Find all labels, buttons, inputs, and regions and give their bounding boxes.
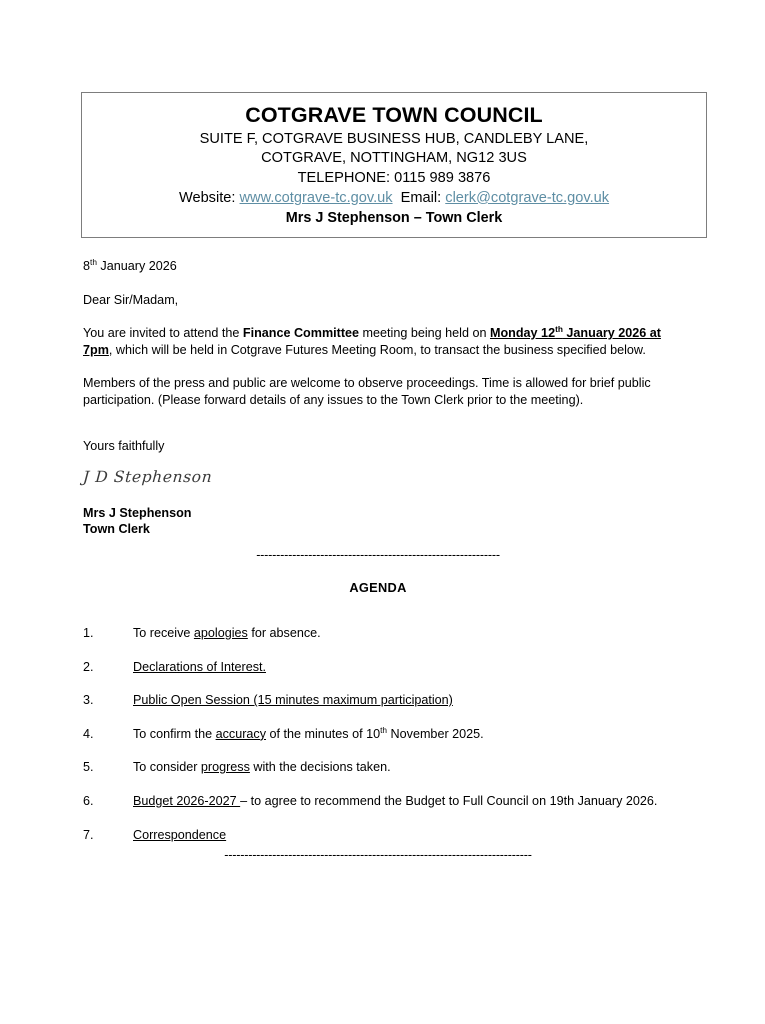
agenda-item-1 <box>83 625 673 642</box>
email-link[interactable]: clerk@cotgrave-tc.gov.uk <box>445 189 610 206</box>
agenda-text-post: with the decisions taken. <box>249 760 391 775</box>
agenda-item-text <box>133 659 673 676</box>
agenda-text-post: – to agree to recommend the Budget to Full Council on 19th January 2026. <box>240 794 658 809</box>
agenda-item-number: 2. <box>83 659 94 674</box>
agenda-item-number: 5. <box>83 760 94 775</box>
agenda-item-3 <box>83 692 673 709</box>
meeting-date-day: Monday 12 <box>489 326 556 341</box>
agenda-item-number: 4. <box>83 726 94 741</box>
agenda-text-underlined: apologies <box>193 626 248 640</box>
agenda-item-text <box>133 692 673 709</box>
agenda-item-text <box>133 726 673 743</box>
signer-role: Town Clerk <box>83 522 150 537</box>
meeting-date-ordinal: th <box>555 324 563 335</box>
handwritten-signature: J D Stephenson <box>82 468 213 487</box>
agenda-list <box>83 625 673 860</box>
agenda-text-underlined: Budget 2026-2027 <box>133 794 241 809</box>
address-line-2: COTGRAVE, NOTTINGHAM, NG12 3US <box>261 150 527 167</box>
closing-salutation: Yours faithfully <box>83 438 165 453</box>
letter-date-rest: January 2026 <box>96 259 177 273</box>
agenda-text-pre: To confirm the <box>133 726 216 741</box>
invite-text-3: , which will be held in Cotgrave Futures Meeting Room, to transact the business specified below. <box>108 342 646 357</box>
agenda-text-pre: To consider <box>133 760 201 775</box>
address-line-1: SUITE F, COTGRAVE BUSINESS HUB, CANDLEBY LANE, <box>199 131 589 148</box>
website-label: Website: <box>178 189 236 206</box>
agenda-item-text <box>133 625 673 642</box>
public-participation-paragraph: Members of the press and public are welcome to observe proceedings. Time is allowed for brief public participation. (Please forward details of any issues to the Town Clerk prior to the meeting). <box>83 376 651 408</box>
invite-text-2: meeting being held on <box>359 326 490 341</box>
agenda-text-underlined: Public Open Session (15 minutes maximum participation) <box>133 693 453 708</box>
council-title: COTGRAVE TOWN COUNCIL <box>245 103 543 127</box>
agenda-item-4 <box>83 726 673 743</box>
letter-date-day: 8 <box>83 259 91 273</box>
agenda-text-ordinal: th <box>380 724 388 735</box>
agenda-item-number: 3. <box>83 693 94 708</box>
meeting-date-rest: January 2026 at 7pm <box>83 326 661 357</box>
agenda-text-pre: To receive <box>133 626 194 640</box>
signer-name: Mrs J Stephenson <box>83 505 192 520</box>
invite-text-1: You are invited to attend the <box>83 326 243 341</box>
agenda-text-mid: of the minutes of 10 <box>266 726 381 741</box>
agenda-text-underlined: Correspondence <box>133 827 227 842</box>
agenda-heading: AGENDA <box>349 580 407 595</box>
agenda-text-underlined: accuracy <box>215 726 266 741</box>
divider-top: ------------------------------------------------------------- <box>256 549 500 562</box>
agenda-item-7 <box>83 827 673 844</box>
letter-date <box>83 258 673 275</box>
agenda-item-2 <box>83 659 673 676</box>
agenda-item-number: 7. <box>83 827 94 842</box>
agenda-item-number: 1. <box>83 626 94 640</box>
website-link[interactable]: www.cotgrave-tc.gov.uk <box>239 189 393 206</box>
salutation: Dear Sir/Madam, <box>83 292 179 307</box>
signature-image <box>83 467 673 487</box>
telephone-line: TELEPHONE: 0115 989 3876 <box>297 169 491 186</box>
contact-line <box>90 189 698 208</box>
clerk-line: Mrs J Stephenson – Town Clerk <box>285 209 503 226</box>
agenda-text-underlined: progress <box>200 760 250 775</box>
agenda-item-5 <box>83 759 673 776</box>
divider-bottom: ----------------------------------------------------------------------------- <box>224 849 532 862</box>
letter-date-ordinal: th <box>90 256 97 267</box>
agenda-item-text <box>133 759 673 776</box>
agenda-item-text <box>133 827 673 844</box>
agenda-text-underlined: Declarations of Interest. <box>133 659 266 674</box>
committee-name: Finance Committee <box>242 326 360 341</box>
letterhead-box <box>81 92 707 238</box>
agenda-item-6 <box>83 793 673 810</box>
agenda-text-post: for absence. <box>247 626 321 640</box>
agenda-text-post: November 2025. <box>387 726 484 741</box>
agenda-item-number: 6. <box>83 794 94 809</box>
invitation-paragraph <box>83 325 673 358</box>
agenda-item-text <box>133 793 673 810</box>
letter-body <box>83 258 673 538</box>
email-label: Email: <box>400 189 442 206</box>
